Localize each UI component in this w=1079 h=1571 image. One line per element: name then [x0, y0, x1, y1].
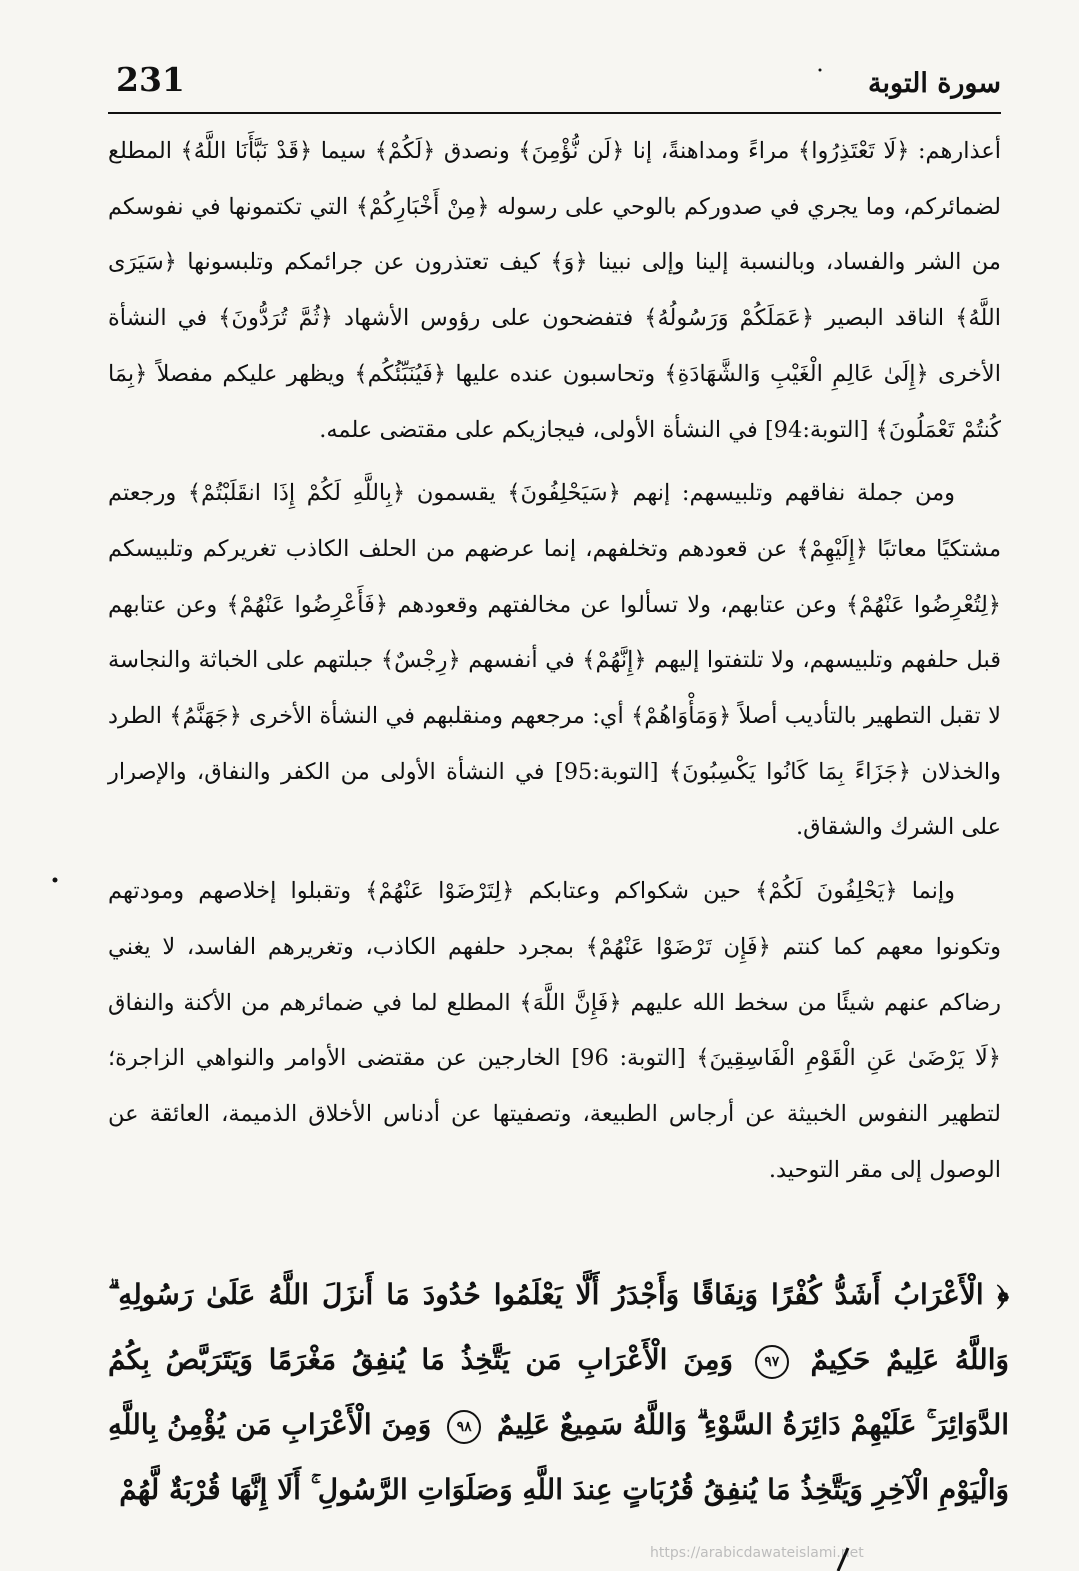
- watermark: https://arabicdawateislami.net: [650, 1545, 864, 1561]
- verse-number-97: ٩٧: [755, 1345, 789, 1379]
- verse-99-text: وَمِنَ الْأَعْرَابِ مَن يُؤْمِنُ بِاللَّهِ وَالْيَوْمِ الْآخِرِ وَيَتَّخِذُ مَا يُنفِقُ قُرُبَاتٍ عِندَ اللَّهِ وَصَلَوَاتِ الرَّسُولِ ۚ أَلَا إِنَّهَا قُرْبَةٌ لَّهُمْ: [108, 1408, 1009, 1506]
- paragraph-3: وإنما ﴿يَحْلِفُونَ لَكُمْ﴾ حين شكواكم وعتابكم ﴿لِتَرْضَوْا عَنْهُمْ﴾ وتقبلوا إخلاصهم ومودتهم وتكونوا معهم كما كنتم ﴿فَإِن تَرْضَوْا عَنْهُمْ﴾ بمجرد حلفهم الكاذب، وتغريرهم الفاسد، لا يغني رضاكم عنهم شيئًا من سخط الله عليهم ﴿فَإِنَّ اللَّهَ﴾ المطلع لما في ضمائرهم من الأكنة والنفاق ﴿لَا يَرْضَىٰ عَنِ الْقَوْمِ الْفَاسِقِينَ﴾ [التوبة: 96] الخارجين عن مقتضى الأوامر والنواهي الزاجرة؛ لتطهير النفوس الخبيثة عن أرجاس الطبيعة، وتصفيتها عن أدناس الأخلاق الذميمة، العائقة عن الوصول إلى مقر التوحيد.: [108, 878, 1001, 1183]
- speck: [53, 878, 58, 883]
- paragraph-2: ومن جملة نفاقهم وتلبيسهم: إنهم ﴿سَيَحْلِفُونَ﴾ يقسمون ﴿بِاللَّهِ لَكُمْ إِذَا انقَلَبْتُمْ﴾ ورجعتم مشتكيًا معاتبًا ﴿إِلَيْهِمْ﴾ عن قعودهم وتخلفهم، إنما عرضهم من الحلف الكاذب تغريركم وتلبيسكم ﴿لِتُعْرِضُوا عَنْهُمْ﴾ وعن عتابهم، ولا تسألوا عن مخالفتهم وقعودهم ﴿فَأَعْرِضُوا عَنْهُمْ﴾ وعن عتابهم قبل حلفهم وتلبيسهم، ولا تلتفتوا إليهم ﴿إِنَّهُمْ﴾ في أنفسهم ﴿رِجْسٌ﴾ جبلتهم على الخباثة والنجاسة لا تقبل التطهير بالتأديب أصلاً ﴿وَمَأْوَاهُمْ﴾ أي: مرجعهم ومنقلبهم في النشأة الأخرى ﴿جَهَنَّمُ﴾ الطرد والخذلان ﴿جَزَاءً بِمَا كَانُوا يَكْسِبُونَ﴾ [التوبة:95] في النشأة الأولى من الكفر والنفاق، والإصرار على الشرك والشقاق.: [108, 480, 1001, 841]
- verse-98-text: وَمِنَ الْأَعْرَابِ مَن يَتَّخِذُ مَا يُنفِقُ مَغْرَمًا وَيَتَرَبَّصُ بِكُمُ الدَّوَائِرَ ۚ عَلَيْهِمْ دَائِرَةُ السَّوْءِ ۗ وَاللَّهُ سَمِيعٌ عَلِيمٌ: [108, 1343, 1010, 1441]
- verse-number-98: ٩٨: [447, 1410, 481, 1444]
- scan-mark: [838, 1548, 848, 1571]
- paragraph-1: أعذارهم: ﴿لَا تَعْتَذِرُوا﴾ مراءً ومداهنةً، إنا ﴿لَن نُّؤْمِنَ﴾ ونصدق ﴿لَكُمْ﴾ سيما ﴿قَدْ نَبَّأَنَا اللَّهُ﴾ المطلع لضمائركم، وما يجري في صدوركم بالوحي على رسوله ﴿مِنْ أَخْبَارِكُمْ﴾ التي تكتمونها في نفوسكم من الشر والفساد، وبالنسبة إلينا وإلى نبينا ﴿وَ﴾ كيف تعتذرون عن جرائمكم وتلبسونها ﴿سَيَرَى اللَّهُ﴾ الناقد البصير ﴿عَمَلَكُمْ وَرَسُولُهُ﴾ فتفضحون على رؤوس الأشهاد ﴿ثُمَّ تُرَدُّونَ﴾ في النشأة الأخرى ﴿إِلَىٰ عَالِمِ الْغَيْبِ وَالشَّهَادَةِ﴾ وتحاسبون عنده عليها ﴿فَيُنَبِّئُكُم﴾ ويظهر عليكم مفصلاً ﴿بِمَا كُنتُمْ تَعْمَلُونَ﴾ [التوبة:94] في النشأة الأولى، فيجازيكم على مقتضى علمه.: [108, 138, 1001, 443]
- verse-97-text: ﴿ الْأَعْرَابُ أَشَدُّ كُفْرًا وَنِفَاقًا وَأَجْدَرُ أَلَّا يَعْلَمُوا حُدُودَ مَا أَنزَلَ اللَّهُ عَلَىٰ رَسُولِهِ ۗ وَاللَّهُ عَلِيمٌ حَكِيمٌ: [108, 1278, 1009, 1376]
- page-number: 231: [116, 60, 185, 99]
- surah-title: سورة التوبة: [868, 68, 1001, 99]
- speck: [819, 69, 822, 72]
